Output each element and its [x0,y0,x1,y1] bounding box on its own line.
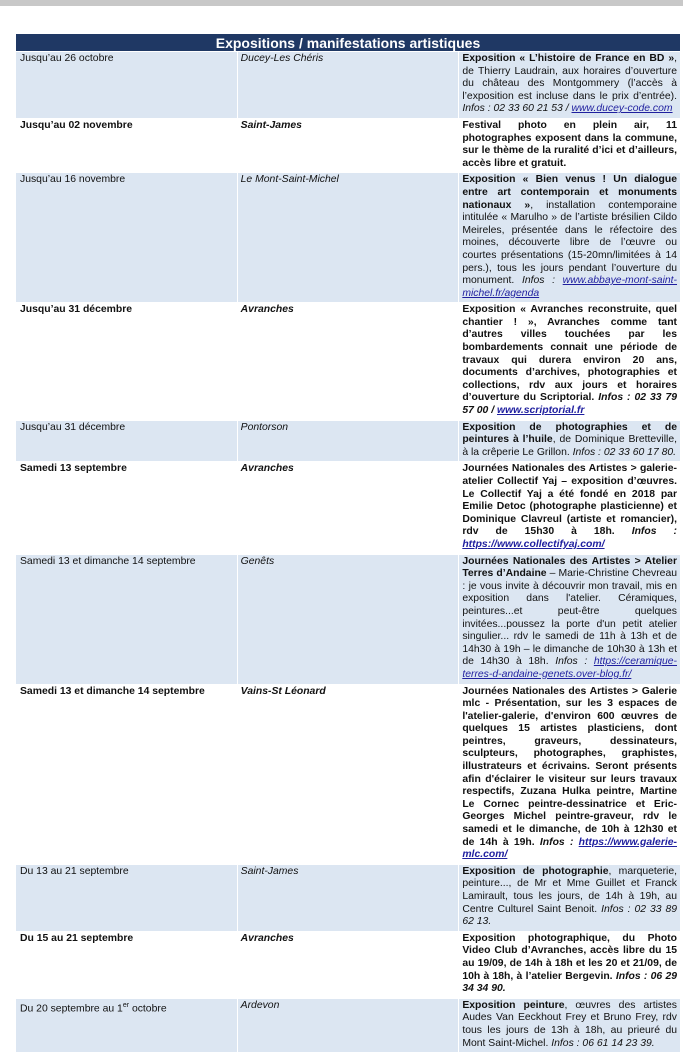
events-table-wrapper [15,33,681,1053]
event-date: Samedi 13 et dimanche 14 septembre [16,684,238,864]
table-row [16,173,681,303]
event-link[interactable]: https://www.galerie-mlc.com/ [462,836,678,861]
event-text: , marqueterie, peinture..., de Mr et Mme Guillet et Franck Lamirault, tous les jours, de 14h à 19h, au Centre Culturel Saint Benoit. [462,865,678,915]
event-info: Infos : 06 61 14 23 39. [551,1037,655,1049]
event-title: Exposition « L’histoire de France en BD » [462,53,675,64]
event-text: , de Thierry Laudrain, aux horaires d’ouverture du château des Montgommery (l’accès à l’exposition est incluse dans le prix d’entrée). [462,53,677,102]
table-row [16,52,681,119]
event-info: Infos : [521,275,556,287]
event-description [459,864,681,931]
event-place: Ducey-Les Chéris [237,52,459,119]
event-place: Avranches [237,931,459,998]
table-row [16,554,681,684]
event-link[interactable]: www.scriptorial.fr [496,405,585,417]
events-table-body [16,52,681,1053]
event-link[interactable]: https://ceramique-terres-d-andaine-genets.over-blog.fr/ [462,656,677,680]
table-row [16,931,681,998]
event-place: Avranches [237,303,459,420]
top-strip [0,0,683,6]
table-row [16,420,681,462]
event-date: Samedi 13 septembre [16,462,238,554]
event-info: Infos : [555,656,588,668]
event-info: Infos : [631,526,677,538]
event-title: Festival photo [462,119,547,131]
table-row [16,864,681,931]
table-row [16,998,681,1052]
event-text: – exposition d’œuvres. Le Collectif Yaj a été fondé en 2018 par Emilie Detoc (photographe plasticienne) et Dominique Clavreul (artiste et romancier), rdv de 15h30 à 18h. [462,476,677,538]
event-title: Exposition peinture [462,999,565,1011]
event-title: Exposition « Avranches reconstruite, quel chantier ! » [462,304,677,328]
event-description [459,931,681,998]
event-description [459,420,681,462]
event-title: Journées Nationales des Artistes > galerie-atelier Collectif Yaj [462,463,677,487]
event-description [459,998,681,1052]
event-info: Infos : 02 33 60 21 53 / [462,103,569,115]
event-info: Infos : 02 33 60 17 80. [572,446,677,458]
event-date: Du 15 au 21 septembre [16,931,238,998]
event-title: Journées Nationales des Artistes > Galerie mlc [462,685,677,710]
event-date: Jusqu’au 02 novembre [16,118,238,172]
table-row [16,684,681,864]
event-info: Infos : [539,836,574,848]
table-row [16,303,681,420]
event-text: , du Photo Video Club d’Avranches, accès libre du 15 au 19/09, de 14h à 18h et les 20 et 21/09, de 10h à 18h, à l’atelier Bergevin. [462,932,677,982]
event-description [459,173,681,303]
event-description [459,554,681,684]
event-text: - Présentation, sur les 3 espaces de l'atelier-galerie, d'environ 600 œuvres de quelques 15 artistes plasticiens, dont peintres, graveurs, dessinateurs, sculpteurs, photographes, graphistes, illustrateurs et écrivains. Seront présents afin d'éclairer le visiteur sur leurs travaux respectifs, Zuzana Hulka peintre, Martine Le Cornec peintre-dessinatrice et Eric-Georges Michel peintre-graveur, rdv le samedi et le dimanche, de 10h à 12h30 et de 14h à 19h. [462,698,677,848]
event-text: , œuvres des artistes Audes Van Eeckhout Frey et Bruno Frey, rdv tous les jours de 13h à 18h, au prieuré du Mont Saint-Michel. [462,999,677,1049]
date-ordinal-suffix: er [122,1001,130,1009]
event-date: Jusqu’au 16 novembre [16,173,238,303]
event-text: en plein air, 11 photographes exposent dans la commune, sur le thème de la ruralité d’ici et d’ailleurs, accès libre et gratuit. [462,119,677,169]
event-link[interactable]: https://www.collectifyaj.com/ [462,538,605,550]
event-date: Jusqu’au 31 décembre [16,420,238,462]
event-date: Jusqu’au 31 décembre [16,303,238,420]
event-description [459,118,681,172]
events-table [15,33,681,1053]
table-row [16,118,681,172]
event-place: Genêts [237,554,459,684]
event-place: Saint-James [237,864,459,931]
event-link[interactable]: www.ducey-code.com [571,103,673,115]
event-text: , installation contemporaine intitulée « Marulho » de l’artiste brésilien Cildo Meireles, présentée dans le réfectoire des moines, découverte libre de l’œuvre ou courtes présentations (15-20mn/limitées à 14 pers.), tous les jours pendant l’ouverture du monument. [462,199,677,287]
table-row [16,462,681,554]
event-info: Infos : 02 33 79 57 00 / [462,392,677,417]
event-place: Pontorson [237,420,459,462]
event-description [459,52,681,119]
event-place: Le Mont-Saint-Michel [237,173,459,303]
event-description [459,684,681,864]
event-place: Saint-James [237,118,459,172]
event-title: Exposition de photographies et de peintures à l’huile [462,421,677,446]
event-date: Samedi 13 et dimanche 14 septembre [16,554,238,684]
event-text: – Marie-Christine Chevreau : je vous invite à découvrir mon travail, mis en exposition dans l'atelier. Céramiques, peintures...et peut-être quelques invitées...poussez la porte d'un petit atelier singulier... rdv le samedi de 11h à 13h et de 14h30 à 19h – le dimanche de 10h30 à 13h et de 14h30 à 18h. [462,568,678,668]
event-description [459,462,681,554]
event-text: , de Dominique Bretteville, à la crêperie Le Grillon. [462,434,677,458]
event-place: Vains-St Léonard [237,684,459,864]
event-date: Du 13 au 21 septembre [16,864,238,931]
event-info: Infos : 06 29 34 34 90. [462,970,677,995]
event-info: Infos : 02 33 89 62 13. [462,903,678,928]
event-title: Exposition « Bien venus ! Un dialogue entre art contemporain et monuments nationaux » [462,174,677,211]
event-link[interactable]: www.abbaye-mont-saint-michel.fr/agenda [462,275,678,299]
event-title: Exposition photographique [462,932,607,944]
event-date: Jusqu’au 26 octobre [16,52,238,119]
table-title: Expositions / manifestations artistiques [16,34,681,52]
event-place: Ardevon [237,998,459,1052]
event-text: , Avranches comme tant d’autres villes touchées par les bombardements connait une période de travaux qui durera environ 20 ans, documents d’archives, photographies et collections, rdv aux jours et horaires d’ouverture du Scriptorial. [462,316,678,404]
event-date: Du 20 septembre au 1er octobre [16,998,238,1052]
event-title: Journées Nationales des Artistes > Atelier Terres d’Andaine [462,555,677,580]
event-title: Exposition de photographie [462,865,609,877]
event-place: Avranches [237,462,459,554]
event-description [459,303,681,420]
